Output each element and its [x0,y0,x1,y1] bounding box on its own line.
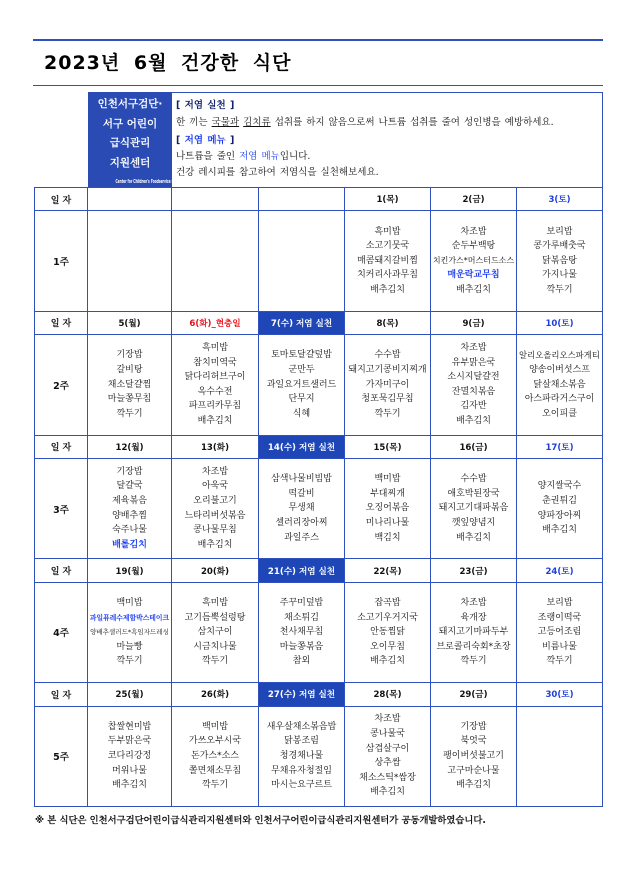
date-cell: 21(수) 저염 실천 [259,559,345,582]
menu-item: 주꾸미덮밥 [279,597,324,608]
date-cell: 13(화) [172,436,259,459]
menu-item: 청포묵김무침 [361,394,414,405]
menu-item: 차조밥 [374,714,401,725]
menu-item: 닭다리허브구이 [184,372,246,383]
date-cell: 2(금) [431,188,517,211]
low-salt-menu-item: 과일퓨레수제함박스테이크 [89,613,170,622]
menu-cell [88,211,172,311]
center-name-line: 급식관리 [109,137,151,149]
menu-item: 배추김치 [370,787,405,798]
menu-item: 닭살채소볶음 [533,379,586,390]
menu-cell [88,707,172,807]
menu-item: 달걀국 [116,481,143,492]
underlined-term-soup: 국물과 [211,117,240,128]
week-label: 1주 [35,211,88,311]
menu-item: 깻잎양념지 [451,517,496,528]
menu-cell [88,335,172,435]
menu-item: 양지쌀국수 [537,481,582,492]
center-name-line: 서구 어린이 [102,117,158,130]
center-name-line: 지원센터 [109,156,151,169]
recipe-text: 건강 레시피를 참고하여 저염식을 실천해보세요. [176,167,379,178]
low-salt-menu-item: 매운락교무침 [447,270,500,281]
menu-item: 알리오올리오스파게티 [519,350,600,361]
menu-item: 청경채나물 [279,750,324,761]
menu-item: 배추김치 [197,539,233,550]
menu-item: 양배추샐러드*흑임자드레싱 [90,628,169,637]
menu-item: 무채유자청절임 [271,765,332,776]
menu-item: 흑미밥 [201,343,229,354]
menu-item: 오이무침 [370,641,405,652]
date-cell: 12(월) [88,436,172,459]
menu-item: 순두부백탕 [451,241,496,252]
menu-item: 배추김치 [456,284,491,295]
low-salt-practice-heading: [ 저염 실천 ] [176,100,235,111]
date-row-label: 일 자 [35,188,88,211]
menu-item: 닭볶음탕 [542,255,577,266]
menu-item: 참외 [292,656,311,667]
date-cell: 24(토) [517,559,603,582]
menu-cell [517,459,603,559]
menu-item: 느타리버섯볶음 [184,510,246,521]
menu-item: 무생채 [288,503,315,514]
menu-item: 채소스틱*쌈장 [359,772,416,783]
date-cell: 14(수) 저염 실천 [259,436,345,459]
menu-item: 백미밥 [374,474,401,485]
menu-item: 기장밥 [116,466,143,477]
menu-item: 참치미역국 [193,357,237,368]
menu-item: 삼치구이 [197,627,233,638]
menu-item: 잔멸치볶음 [451,386,496,397]
menu-item: 배추김치 [112,780,147,791]
menu-item: 깍두기 [116,408,143,419]
menu-item: 쫄면채소무침 [188,765,242,776]
menu-item: 콩나물국 [370,729,405,740]
menu-item: 단무지 [288,394,315,405]
menu-item: 아욱국 [201,481,229,492]
menu-item: 차조밥 [460,226,487,237]
menu-item: 과일요거트샐러드 [266,379,337,390]
heading-bracket: [ [176,135,185,146]
menu-item: 흑미밥 [374,226,401,237]
date-cell: 23(금) [431,559,517,582]
menu-cell [345,335,431,435]
menu-item: 유부맑은국 [451,357,496,368]
menu-item: 오징어볶음 [365,503,410,514]
date-row-label: 일 자 [35,436,88,459]
menu-item: 채소튀김 [284,612,319,623]
menu-item: 삼색나물비빔밥 [271,474,332,485]
menu-item: 보리밥 [546,226,573,237]
menu-item: 깍두기 [546,284,573,295]
menu-cell [259,459,345,559]
menu-item: 차조밥 [201,466,229,477]
menu-item: 두부맑은국 [107,736,152,747]
menu-item: 수수밥 [374,350,401,361]
date-cell: 3(토) [517,188,603,211]
date-cell: 1(목) [345,188,431,211]
menu-item: 비름나물 [542,641,577,652]
menu-cell [259,707,345,807]
menu-item: 돈가스*소스 [191,750,239,761]
menu-item: 부대찌개 [370,488,405,499]
date-cell: 9(금) [431,312,517,335]
menu-cell [172,707,259,807]
menu-item: 배추김치 [456,532,491,543]
date-row-label: 일 자 [35,312,88,335]
menu-item: 육개장 [460,612,487,623]
footer-note: ※ 본 식단은 인천서구검단어린이급식관리지원센터와 인천서구어린이급식관리지원센터가 공동개발하였습니다. [35,815,486,826]
menu-cell [431,707,517,807]
menu-item: 수수밥 [460,474,487,485]
menu-item: 양파장아찌 [537,510,582,521]
menu-item: 찹쌀현미밥 [107,721,152,732]
date-cell: 22(목) [345,559,431,582]
menu-item: 기장밥 [116,350,143,361]
menu-cell [172,211,259,311]
date-cell: 26(화) [172,683,259,706]
menu-item: 채소달걀찜 [107,379,152,390]
low-salt-menu-term: 저염 메뉴 [239,151,280,162]
date-cell: 19(월) [88,559,172,582]
heading-label: 저염 메뉴 [184,135,226,146]
menu-item: 숙주나물 [112,525,147,536]
menu-item: 김자반 [460,401,487,412]
meal-plan-table [34,187,603,807]
menu-item: 마늘빵 [116,641,143,652]
practice-text-segment: 한 끼는 [176,117,212,128]
menu-item: 깍두기 [201,780,229,791]
underlined-term-kimchi: 김치류 [243,117,271,128]
menu-item: 애호박된장국 [447,488,500,499]
menu-item: 과일주스 [284,532,319,543]
heading-bracket: ] [225,135,235,146]
menu-item: 배추김치 [542,525,577,536]
menu-item: 잡곡밥 [374,597,401,608]
menu-item: 옥수수전 [197,386,233,397]
menu-item: 마늘쫑무침 [107,394,152,405]
menu-item: 조랭이떡국 [537,612,582,623]
menu-item: 콩가루배춧국 [533,241,586,252]
menu-text-segment: 입니다. [279,151,311,162]
week-label: 4주 [35,583,88,683]
menu-item: 치킨가스*머스터드소스 [432,255,515,265]
menu-item: 백미밥 [201,721,229,732]
menu-cell [345,211,431,311]
menu-item: 고기듬뿍설렁탕 [184,612,246,623]
menu-item: 오리불고기 [193,496,237,507]
menu-item: 갈비탕 [116,364,143,375]
date-cell: 10(토) [517,312,603,335]
menu-item: 양배추찜 [112,510,147,521]
date-cell: 29(금) [431,683,517,706]
date-row-label: 일 자 [35,683,88,706]
week-label: 3주 [35,459,88,559]
menu-item: 팽이버섯불고기 [443,750,504,761]
menu-item: 가쓰오부시국 [188,736,242,747]
menu-cell [88,459,172,559]
practice-text-segment: 섭취를 하지 않음으로써 나트륨 섭취를 줄여 성인병을 예방하세요. [270,117,554,128]
menu-cell [345,459,431,559]
menu-item: 배추김치 [370,656,405,667]
menu-item: 마시는요구르트 [271,780,332,791]
menu-cell [172,335,259,435]
low-salt-menu-text [176,150,310,164]
menu-item: 고등어조림 [537,627,582,638]
week-label: 5주 [35,707,88,807]
menu-item: 돼지고기대파볶음 [438,503,509,514]
menu-item: 가지나물 [542,270,577,281]
date-cell [88,188,172,211]
low-salt-menu-heading [176,134,234,148]
menu-cell [259,583,345,683]
menu-item: 식혜 [292,408,311,419]
notice-header [88,92,603,187]
date-cell: 20(화) [172,559,259,582]
menu-cell [517,707,603,807]
menu-item: 백미밥 [116,597,143,608]
menu-item: 돼지고기콩비지찌개 [348,364,427,375]
menu-cell [259,211,345,311]
menu-cell [431,335,517,435]
date-cell [259,188,345,211]
menu-item: 천사채무침 [279,627,324,638]
top-rule [33,39,603,41]
menu-item: 마늘쫑볶음 [279,641,324,652]
date-cell: 28(목) [345,683,431,706]
menu-item: 흑미밥 [201,597,229,608]
week-label: 2주 [35,335,88,435]
menu-item: 깍두기 [116,656,143,667]
menu-cell [517,583,603,683]
menu-item: 삼겹살구이 [365,743,410,754]
date-cell: 5(월) [88,312,172,335]
date-cell: 25(월) [88,683,172,706]
title-underline [33,85,603,86]
menu-item: 안동찜닭 [370,627,405,638]
menu-item: 배추김치 [456,780,491,791]
menu-item: 오이피클 [542,408,577,419]
menu-item: 가자미구이 [365,379,410,390]
menu-cell [431,583,517,683]
menu-item: 상추쌈 [374,758,401,769]
menu-item: 차조밥 [460,343,487,354]
date-cell: 6(화)_현충일 [172,312,259,335]
menu-cell [259,335,345,435]
date-row-label: 일 자 [35,559,88,582]
menu-item: 시금치나물 [193,641,237,652]
menu-item: 보리밥 [546,597,573,608]
menu-item: 돼지고기마파두부 [438,627,509,638]
menu-item: 제육볶음 [112,496,147,507]
menu-item: 아스파라거스구이 [524,394,595,405]
menu-cell [431,459,517,559]
menu-item: 코다리강정 [107,750,152,761]
menu-item: 춘권튀김 [542,496,577,507]
date-cell: 17(토) [517,436,603,459]
menu-item: 소시지달걀전 [447,372,500,383]
menu-item: 매콤돼지갈비찜 [357,255,418,266]
menu-item: 군만두 [288,364,315,375]
menu-item: 백김치 [374,532,401,543]
date-cell [172,188,259,211]
menu-item: 배추김치 [456,416,491,427]
menu-item: 깍두기 [374,408,401,419]
date-cell: 30(토) [517,683,603,706]
menu-cell [172,459,259,559]
menu-item: 치커리사과무침 [357,270,418,281]
menu-item: 양송이버섯스프 [529,364,590,375]
date-cell: 7(수) 저염 실천 [259,312,345,335]
menu-item: 토마토달걀덮밥 [271,350,332,361]
menu-item: 고구마순나물 [447,765,500,776]
menu-item: 배추김치 [370,284,405,295]
menu-item: 새우살채소볶음밥 [266,721,337,732]
center-english-name: Center for Children's Foodservice Management [115,179,194,185]
page-title: 2023년 6월 건강한 식단 [44,52,292,74]
menu-cell [172,583,259,683]
menu-item: 북엇국 [460,736,487,747]
menu-item: 깍두기 [460,656,487,667]
low-salt-practice-text [176,116,554,130]
menu-item: 기장밥 [460,721,487,732]
menu-cell [431,211,517,311]
menu-item: 파프리카무침 [188,401,242,412]
menu-item: 소고기우거지국 [357,612,418,623]
menu-item: 콩나물무침 [193,525,237,536]
menu-item: 브로콜리숙회*초장 [436,641,511,652]
menu-item: 배추김치 [197,416,233,427]
menu-item: 떡갈비 [288,488,315,499]
menu-item: 셀러리장아찌 [275,517,328,528]
menu-item: 닭봉조림 [284,736,319,747]
menu-item: 미나리나물 [365,517,410,528]
menu-cell [345,707,431,807]
menu-item: 깍두기 [201,656,229,667]
menu-cell [517,335,603,435]
menu-cell [517,211,603,311]
menu-cell [345,583,431,683]
date-cell: 16(금) [431,436,517,459]
center-english-wrap [88,173,194,185]
menu-cell [88,583,172,683]
center-name-line: 인천서구검단· [97,98,163,110]
menu-item: 소고기뭇국 [365,241,410,252]
date-cell: 8(목) [345,312,431,335]
menu-item: 깍두기 [546,656,573,667]
menu-text-segment: 나트륨을 줄인 [176,151,240,162]
menu-item: 차조밥 [460,597,487,608]
menu-item: 머위나물 [112,765,147,776]
date-cell: 15(목) [345,436,431,459]
low-salt-menu-item: 배롤김치 [112,539,147,550]
date-cell: 27(수) 저염 실천 [259,683,345,706]
